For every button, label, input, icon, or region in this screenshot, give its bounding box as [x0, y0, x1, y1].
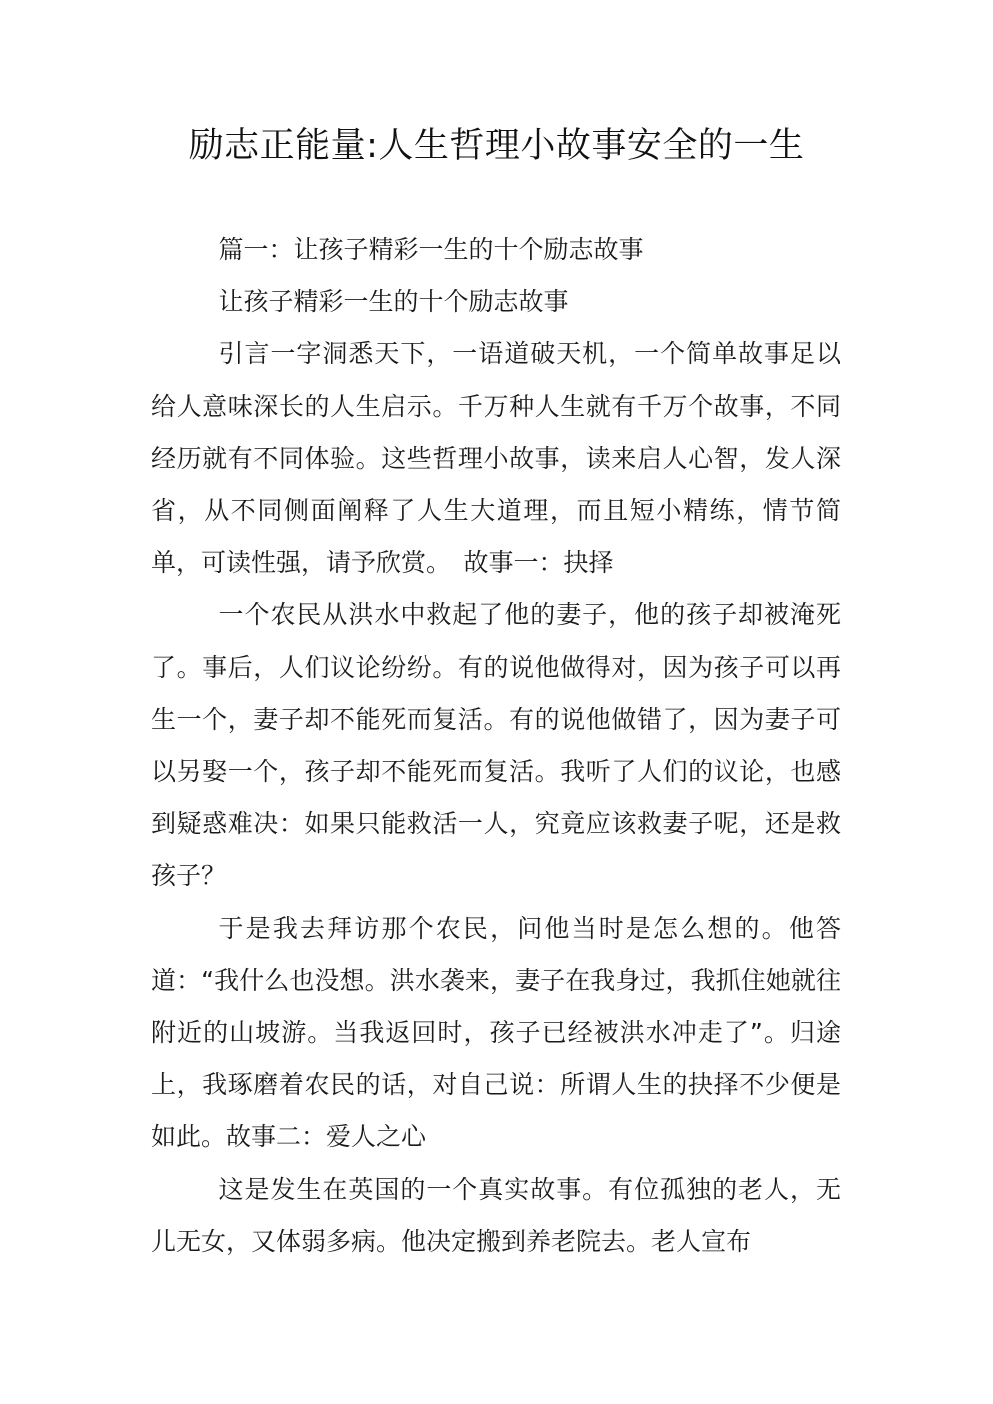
story-collection-title: 让孩子精彩一生的十个励志故事 [218, 287, 569, 317]
document-title: 励志正能量:人生哲理小故事安全的一生 [188, 126, 805, 166]
story-two-paragraph: 这是发生在英国的一个真实故事。有位孤独的老人，无儿无女，又体弱多病。他决定搬到养老院去。老人宣布 [151, 1174, 841, 1256]
document-body [151, 224, 841, 1268]
intro-paragraph: 引言一字洞悉天下，一语道破天机，一个简单故事足以给人意味深长的人生启示。千万种人生就有千万个故事，不同经历就有不同体验。这些哲理小故事，读来启人心智，发人深省，从不同侧面阐释了人生大道理，而且短小精练，情节简单，可读性强，请予欣赏。 故事一：抉择 [151, 339, 841, 578]
section-heading: 篇一：让孩子精彩一生的十个励志故事 [218, 235, 644, 264]
story-one-continued-paragraph: 于是我去拜访那个农民，问他当时是怎么想的。他答道：“我什么也没想。洪水袭来，妻子在我身过，我抓住她就往附近的山坡游。当我返回时，孩子已经被洪水冲走了”。归途上，我琢磨着农民的话，对自己说：所谓人生的抉择不少便是如此。故事二：爱人之心 [151, 913, 841, 1152]
story-one-paragraph: 一个农民从洪水中救起了他的妻子，他的孩子却被淹死了。事后，人们议论纷纷。有的说他做得对，因为孩子可以再生一个，妻子却不能死而复活。有的说他做错了，因为妻子可以另娶一个，孩子却不能死而复活。我听了人们的议论，也感到疑惑难决：如果只能救活一人，究竟应该救妻子呢，还是救孩子？ [151, 600, 841, 891]
